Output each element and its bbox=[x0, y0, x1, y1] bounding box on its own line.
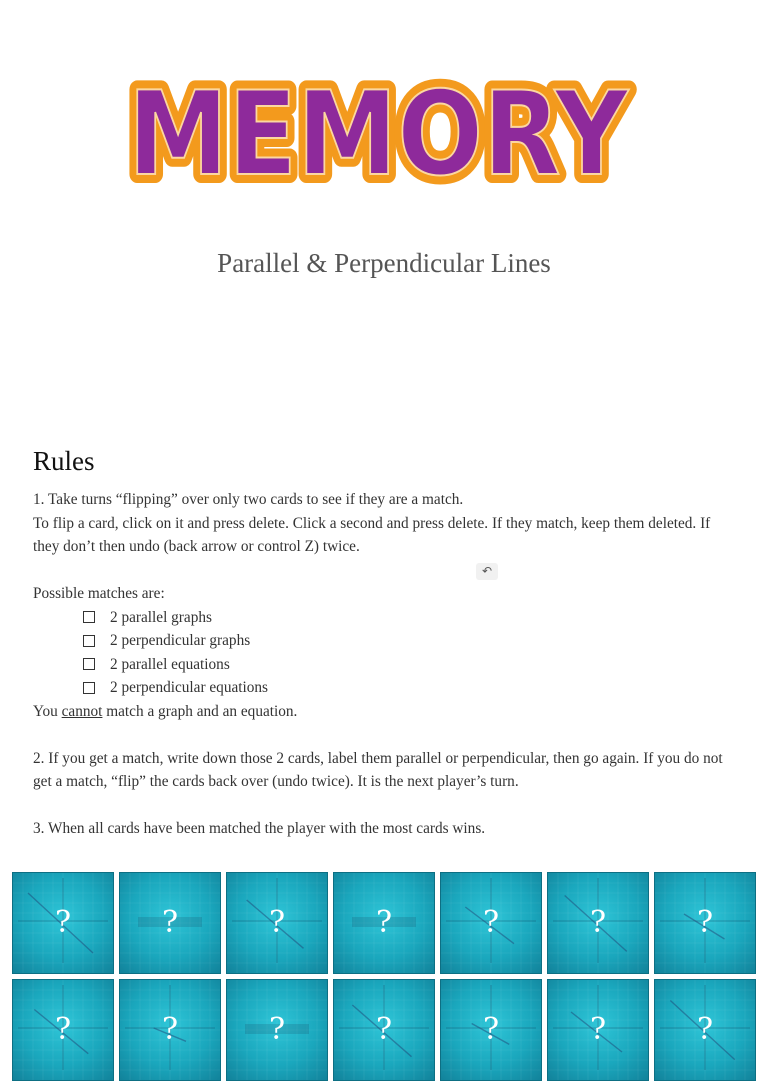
memory-card[interactable] bbox=[654, 979, 756, 1081]
checkbox-icon bbox=[83, 635, 95, 647]
question-mark-icon: ? bbox=[54, 905, 72, 940]
cannot-note: You cannot match a graph and an equation. bbox=[33, 702, 298, 720]
svg-text:MEMORY: MEMORY bbox=[128, 67, 630, 202]
memory-card[interactable] bbox=[333, 872, 435, 974]
question-mark-icon: ? bbox=[54, 1012, 72, 1047]
question-mark-icon: ? bbox=[268, 905, 286, 940]
memory-card[interactable] bbox=[119, 979, 221, 1081]
memory-card[interactable] bbox=[226, 979, 328, 1081]
question-mark-icon: ? bbox=[482, 1012, 500, 1047]
memory-card[interactable] bbox=[440, 872, 542, 974]
memory-card[interactable] bbox=[333, 979, 435, 1081]
rule-step-1-detail: To flip a card, click on it and press delete. Click a second and press delete. If they match, keep them deleted. If they don’t then undo (back arrow or control Z) twice. bbox=[33, 514, 711, 555]
match-item: 2 parallel equations bbox=[83, 653, 733, 677]
rules-body bbox=[33, 488, 733, 841]
checkbox-icon bbox=[83, 611, 95, 623]
question-mark-icon: ? bbox=[589, 1012, 607, 1047]
memory-card[interactable] bbox=[440, 979, 542, 1081]
rules-heading: Rules bbox=[33, 446, 95, 476]
matches-list bbox=[33, 606, 733, 700]
question-mark-icon: ? bbox=[375, 905, 393, 940]
undo-icon[interactable]: ↶ bbox=[476, 563, 498, 580]
question-mark-icon: ? bbox=[161, 1012, 179, 1047]
rule-step-3: 3. When all cards have been matched the player with the most cards wins. bbox=[33, 820, 486, 837]
rule-step-2: 2. If you get a match, write down those 2 cards, label them parallel or perpendicular, then go again. If you do not get a match, “flip” the cards back over (undo twice). It is the next player’s turn. bbox=[33, 749, 723, 790]
memory-card[interactable] bbox=[547, 872, 649, 974]
matches-intro: Possible matches are: bbox=[33, 585, 165, 602]
memory-logo bbox=[118, 62, 638, 202]
memory-card[interactable] bbox=[119, 872, 221, 974]
question-mark-icon: ? bbox=[375, 1012, 393, 1047]
match-item: 2 parallel graphs bbox=[83, 606, 733, 630]
memory-card[interactable] bbox=[654, 872, 756, 974]
question-mark-icon: ? bbox=[589, 905, 607, 940]
svg-text:MEMORY: MEMORY bbox=[128, 67, 630, 202]
match-item: 2 perpendicular graphs bbox=[83, 629, 733, 653]
rule-step-1: 1. Take turns “flipping” over only two cards to see if they are a match. bbox=[33, 491, 464, 508]
memory-card[interactable] bbox=[12, 979, 114, 1081]
question-mark-icon: ? bbox=[696, 1012, 714, 1047]
checkbox-icon bbox=[83, 682, 95, 694]
memory-card[interactable] bbox=[12, 872, 114, 974]
question-mark-icon: ? bbox=[161, 905, 179, 940]
question-mark-icon: ? bbox=[696, 905, 714, 940]
question-mark-icon: ? bbox=[268, 1012, 286, 1047]
match-item: 2 perpendicular equations bbox=[83, 676, 733, 700]
checkbox-icon bbox=[83, 658, 95, 670]
page-subtitle: Parallel & Perpendicular Lines bbox=[217, 248, 551, 278]
memory-card[interactable] bbox=[547, 979, 649, 1081]
memory-card[interactable] bbox=[226, 872, 328, 974]
question-mark-icon: ? bbox=[482, 905, 500, 940]
